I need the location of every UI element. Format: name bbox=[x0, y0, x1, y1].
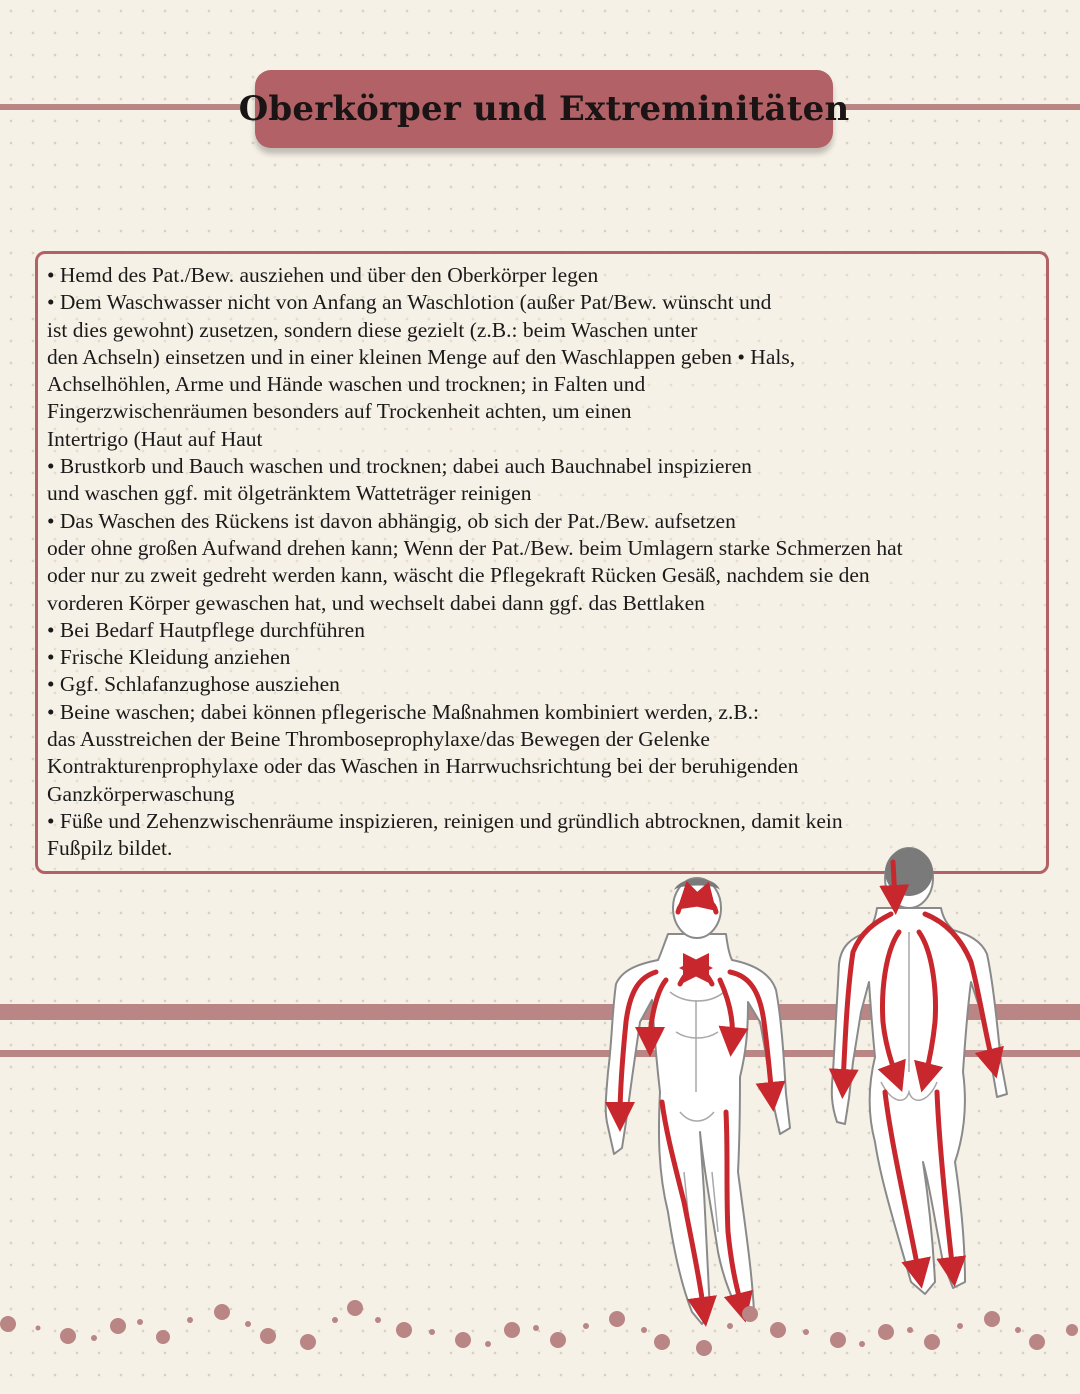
text-line: Achselhöhlen, Arme und Hände waschen und trocknen; in Falten und bbox=[47, 372, 646, 397]
decorative-dot-trail bbox=[0, 1290, 1080, 1360]
text-line: • Füße und Zehenzwischenräume inspizieren, reinigen und gründlich abtrocknen, damit kein bbox=[47, 808, 843, 833]
text-line: und waschen ggf. mit ölgetränktem Watteträger reinigen bbox=[47, 481, 532, 506]
front-body-figure-icon bbox=[600, 872, 800, 1334]
text-line: oder nur zu zweit gedreht werden kann, wäscht die Pflegekraft Rücken Gesäß, nachdem sie den bbox=[47, 563, 870, 588]
text-line: Kontrakturenprophylaxe oder das Waschen in Harrwuchsrichtung bei der beruhigenden bbox=[47, 754, 799, 779]
text-line: vorderen Körper gewaschen hat, und wechselt dabei dann ggf. das Bettlaken bbox=[47, 590, 705, 615]
text-line: Ganzkörperwaschung bbox=[47, 781, 235, 806]
text-line: • Beine waschen; dabei können pflegerische Maßnahmen kombiniert werden, z.B.: bbox=[47, 699, 760, 724]
text-line: Fingerzwischenräumen besonders auf Trockenheit achten, um einen bbox=[47, 399, 632, 424]
back-body-figure-icon bbox=[825, 842, 1020, 1304]
text-line: • Bei Bedarf Hautpflege durchführen bbox=[47, 617, 365, 642]
text-line: ist dies gewohnt) zusetzen, sondern diese gezielt (z.B.: beim Waschen unter bbox=[47, 317, 698, 342]
text-line: oder ohne großen Aufwand drehen kann; Wenn der Pat./Bew. beim Umlagern starke Schmerzen hat bbox=[47, 535, 903, 560]
title-rule-right bbox=[845, 104, 1080, 110]
text-line: Intertrigo (Haut auf Haut bbox=[47, 426, 263, 451]
title-banner bbox=[238, 70, 850, 148]
instruction-text bbox=[47, 262, 1037, 863]
text-line: • Frische Kleidung anziehen bbox=[47, 645, 291, 670]
text-line: das Ausstreichen der Beine Thromboseprophylaxe/das Bewegen der Gelenke bbox=[47, 727, 710, 752]
text-line: • Ggf. Schlafanzughose ausziehen bbox=[47, 672, 340, 697]
text-line: Fußpilz bildet. bbox=[47, 836, 173, 861]
text-line: • Dem Waschwasser nicht von Anfang an Waschlotion (außer Pat/Bew. wünscht und bbox=[47, 290, 772, 315]
text-line: • Brustkorb und Bauch waschen und trocknen; dabei auch Bauchnabel inspizieren bbox=[47, 454, 752, 479]
title-rule-left bbox=[0, 104, 240, 110]
text-line: • Das Waschen des Rückens ist davon abhängig, ob sich der Pat./Bew. aufsetzen bbox=[47, 508, 736, 533]
text-line: den Achseln) einsetzen und in einer kleinen Menge auf den Waschlappen geben • Hals, bbox=[47, 344, 796, 369]
text-line: • Hemd des Pat./Bew. ausziehen und über den Oberkörper legen bbox=[47, 263, 599, 287]
page-title: Oberkörper und Extreminitäten bbox=[238, 89, 850, 129]
